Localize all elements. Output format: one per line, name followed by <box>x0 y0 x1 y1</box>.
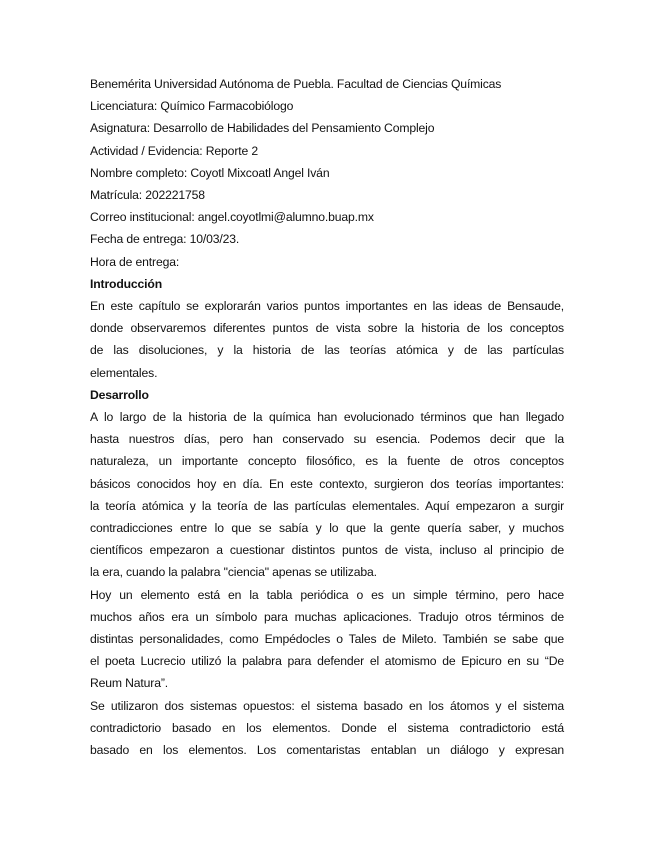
desarrollo-paragraph-1 <box>90 406 564 584</box>
desarrollo-paragraph-2 <box>90 584 564 695</box>
paragraph-line: básicos conocidos hoy en día. En este contexto, surgieron dos teorías importantes: <box>90 476 564 491</box>
paragraph-line: distintas personalidades, como Empédocles o Tales de Mileto. También se sabe que <box>90 632 564 647</box>
matricula-line: Matrícula: 202221758 <box>90 188 205 203</box>
document-body <box>90 73 564 761</box>
asignatura-line: Asignatura: Desarrollo de Habilidades del Pensamiento Complejo <box>90 121 435 136</box>
paragraph-line: hasta nuestros días, pero han conservado su esencia. Podemos decir que la <box>90 432 564 447</box>
paragraph-line: donde observaremos diferentes puntos de vista sobre la historia de los conceptos <box>90 321 564 336</box>
introduccion-paragraph <box>90 295 564 384</box>
paragraph-line: la teoría atómica y la teoría de las partículas elementales. Aquí empezaron a surgir <box>90 498 564 513</box>
paragraph-line: de las disoluciones, y la historia de las teorías atómica y de las partículas <box>90 343 564 358</box>
university-line: Benemérita Universidad Autónoma de Puebla. Facultad de Ciencias Químicas <box>90 77 502 91</box>
paragraph-line: contradictorio basado en los elementos. Donde el sistema contradictorio está <box>90 720 564 735</box>
desarrollo-heading: Desarrollo <box>90 387 149 402</box>
paragraph-line: la era, cuando la palabra "ciencia" apenas se utilizaba. <box>90 565 377 580</box>
paragraph-line: En este capítulo se explorarán varios puntos importantes en las ideas de Bensaude, <box>90 299 564 314</box>
paragraph-line: elementales. <box>90 365 158 380</box>
paragraph-line: basado en los elementos. Los comentaristas entablan un diálogo y expresan <box>90 743 564 758</box>
hora-line: Hora de entrega: <box>90 254 180 269</box>
paragraph-line: A lo largo de la historia de la química han evolucionado términos que han llegado <box>90 410 564 425</box>
nombre-line: Nombre completo: Coyotl Mixcoatl Angel Iván <box>90 165 330 180</box>
paragraph-line: científicos empezaron a cuestionar distintos puntos de vista, incluso al principio de <box>90 543 564 558</box>
paragraph-line: muchos años era un símbolo para muchas aplicaciones. Tradujo otros términos de <box>90 609 564 624</box>
fecha-line: Fecha de entrega: 10/03/23. <box>90 232 240 247</box>
licenciatura-line: Licenciatura: Químico Farmacobiólogo <box>90 99 294 114</box>
paragraph-line: Se utilizaron dos sistemas opuestos: el sistema basado en los átomos y el sistema <box>90 698 564 713</box>
introduccion-heading: Introducción <box>90 276 162 291</box>
correo-line: Correo institucional: angel.coyotlmi@alumno.buap.mx <box>90 210 374 225</box>
paragraph-line: contradicciones entre lo que se sabía y lo que la gente quería saber, y muchos <box>90 521 564 536</box>
paragraph-line: Hoy un elemento está en la tabla periódica o es un simple término, pero hace <box>90 587 564 602</box>
paragraph-line: naturaleza, un importante concepto filosófico, es la fuente de otros conceptos <box>90 454 564 469</box>
actividad-line: Actividad / Evidencia: Reporte 2 <box>90 143 258 158</box>
paragraph-line: el poeta Lucrecio utilizó la palabra para defender el atomismo de Epicuro en su “De <box>90 654 564 669</box>
desarrollo-paragraph-3 <box>90 695 564 762</box>
paragraph-line: Reum Natura”. <box>90 676 168 691</box>
